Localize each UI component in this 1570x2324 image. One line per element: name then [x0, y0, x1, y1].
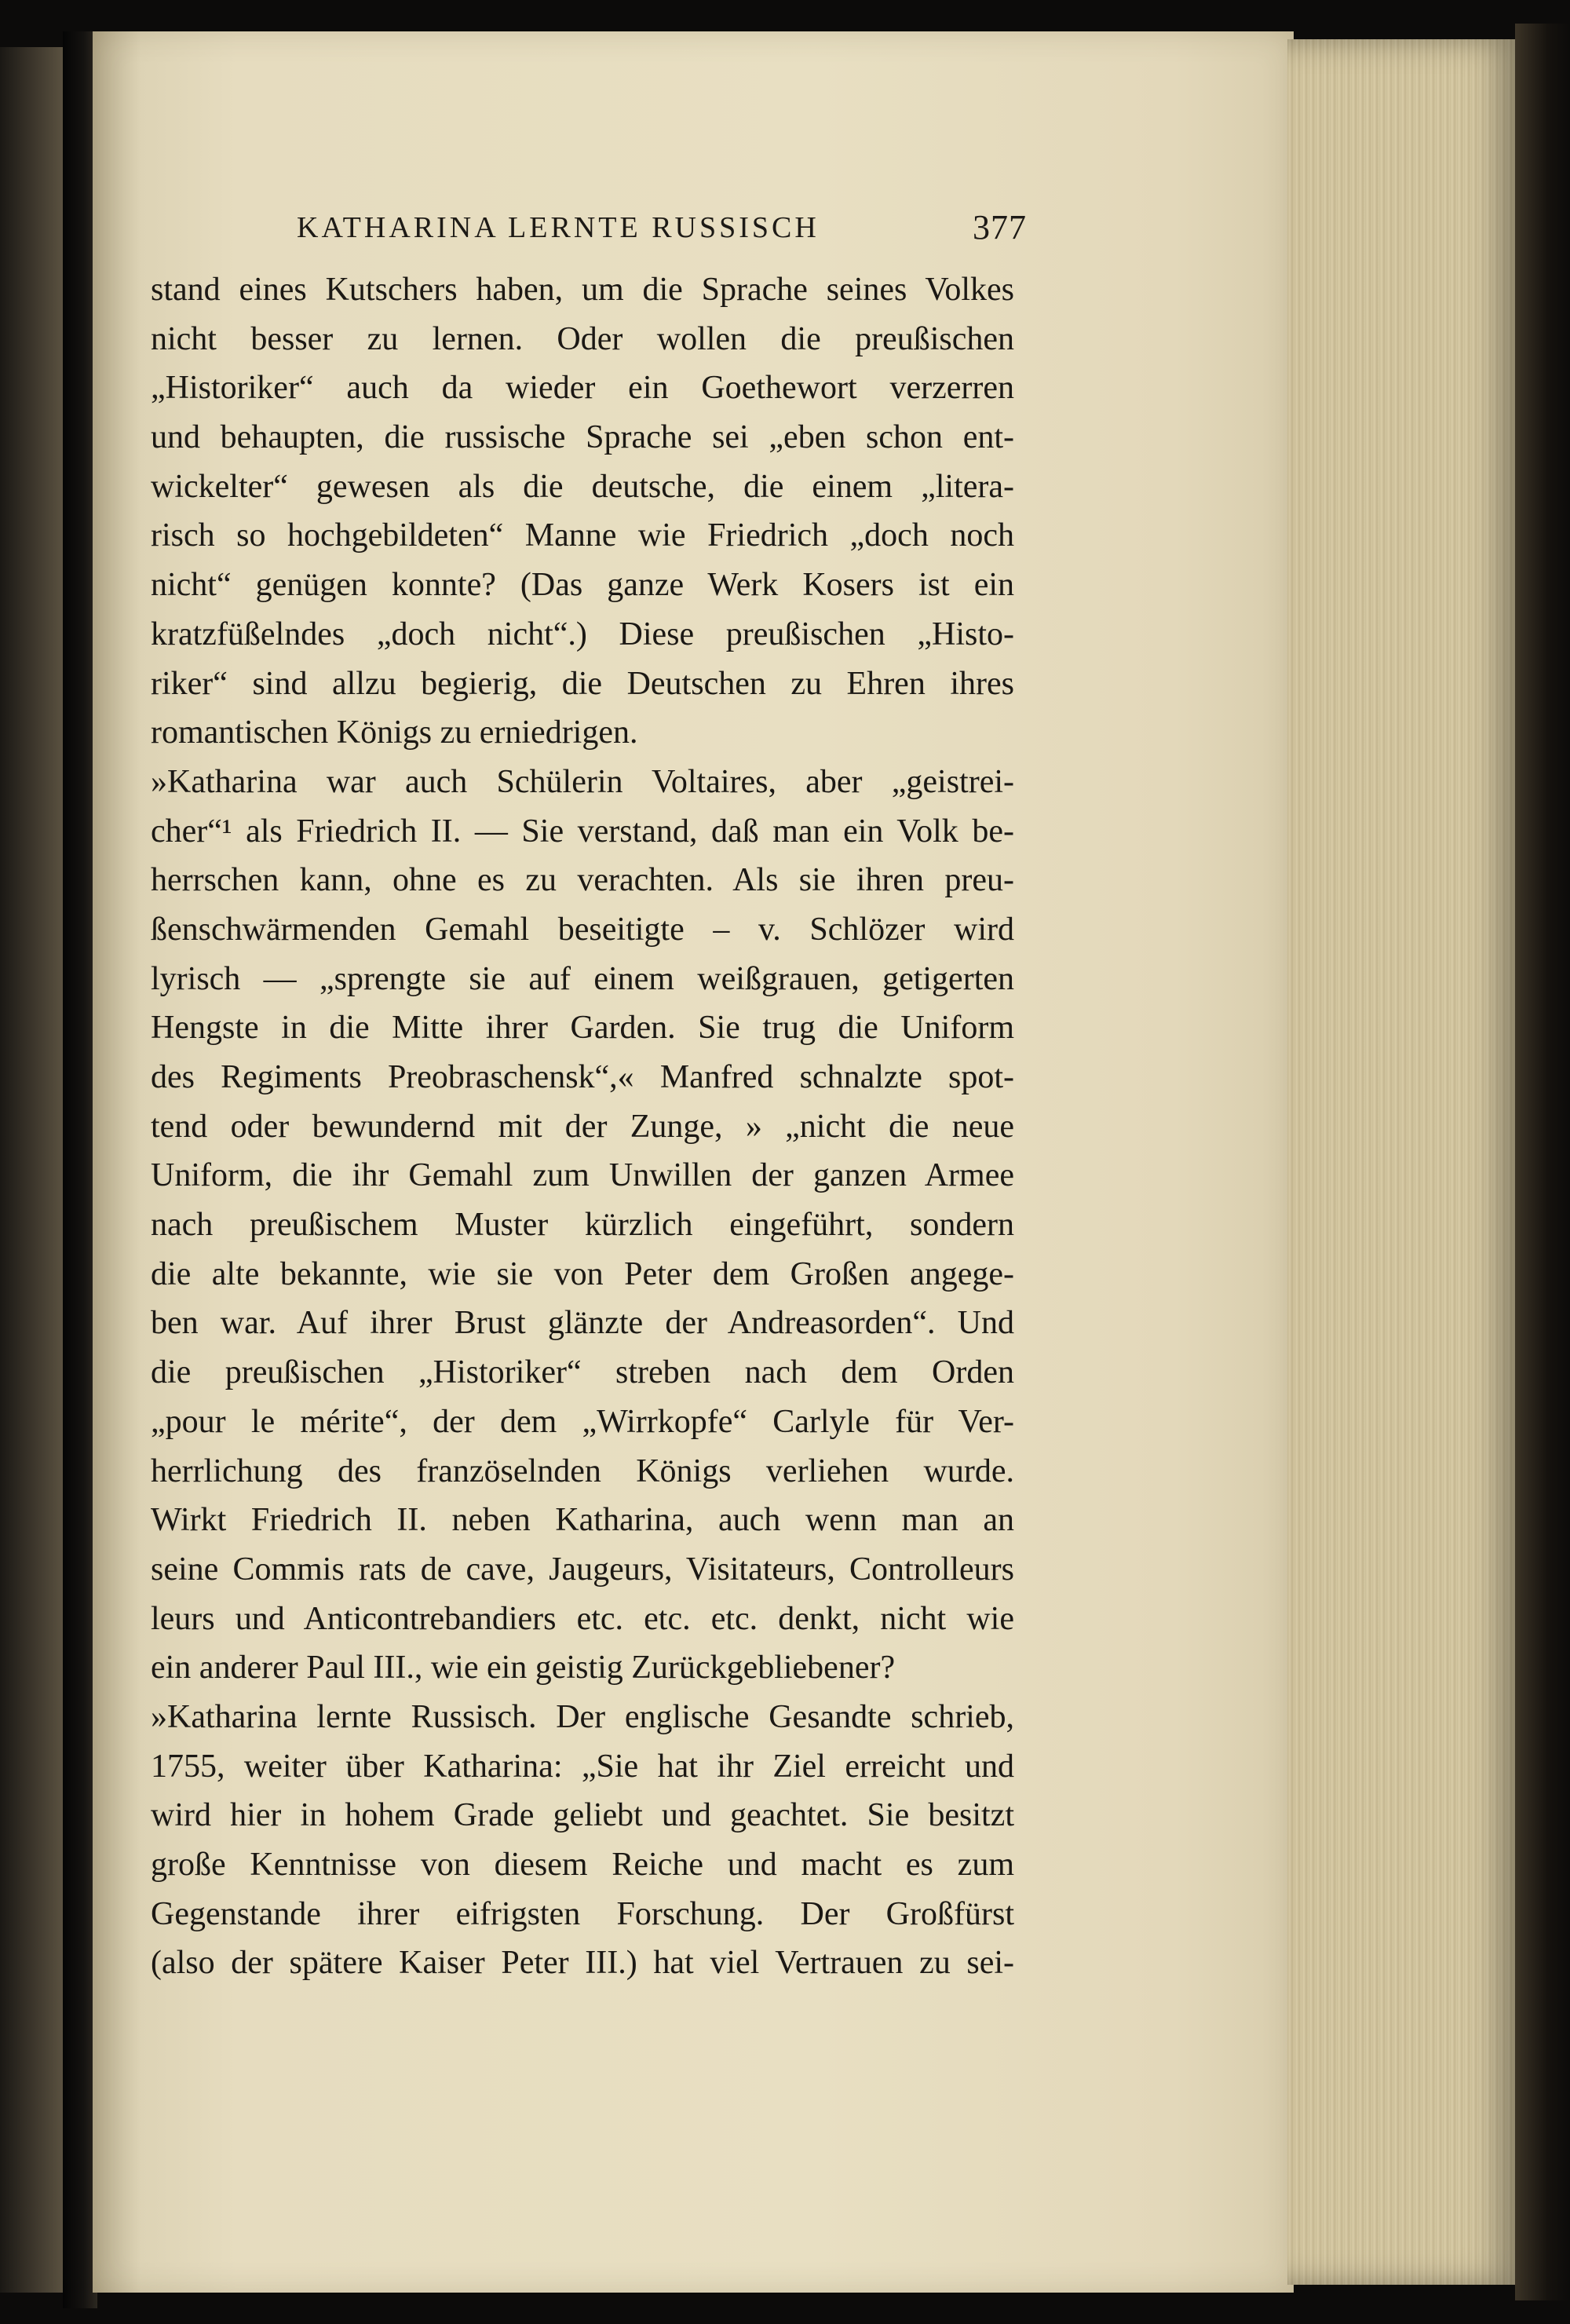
text-line: Uniform, die ihr Gemahl zum Unwillen der ganzen Armee — [151, 1157, 1014, 1194]
text-line: nicht besser zu lernen. Oder wollen die preußischen — [151, 320, 1014, 357]
book-edge-shadow — [1515, 24, 1570, 2300]
page-number: 377 — [973, 208, 1027, 247]
text-line: ein anderer Paul III., wie ein geistig Zurückgebliebener? — [151, 1650, 896, 1686]
text-line: seine Commis rats de cave, Jaugeurs, Visitateurs, Controlleurs — [151, 1551, 1014, 1588]
text-line: stand eines Kutschers haben, um die Sprache seines Volkes — [151, 272, 1014, 308]
text-line: »Katharina lernte Russisch. Der englische Gesandte schrieb, — [151, 1698, 1014, 1735]
text-line: cher“¹ als Friedrich II. — Sie verstand, daß man ein Volk be- — [151, 813, 1014, 850]
text-line: riker“ sind allzu begierig, die Deutschen zu Ehren ihres — [151, 665, 1014, 702]
body-text — [151, 265, 1014, 1988]
page-header — [297, 208, 1027, 258]
text-line: ben war. Auf ihrer Brust glänzte der Andreasorden“. Und — [151, 1305, 1014, 1342]
text-line: leurs und Anticontrebandiers etc. etc. etc. denkt, nicht wie — [151, 1600, 1014, 1637]
text-line: ßenschwärmenden Gemahl beseitigte – v. Schlözer wird — [151, 911, 1014, 948]
text-line: Gegenstande ihrer eifrigsten Forschung. Der Großfürst — [151, 1895, 1014, 1932]
text-line: herrlichung des französelnden Königs verliehen wurde. — [151, 1452, 1014, 1489]
text-line: lyrisch — „sprengte sie auf einem weißgrauen, getigerten — [151, 960, 1014, 997]
text-line: wird hier in hohem Grade geliebt und geachtet. Sie besitzt — [151, 1797, 1014, 1834]
text-line: risch so hochgebildeten“ Manne wie Friedrich „doch noch — [151, 517, 1014, 554]
text-line: und behaupten, die russische Sprache sei „eben schon ent- — [151, 419, 1014, 456]
text-line: die preußischen „Historiker“ streben nach dem Orden — [151, 1354, 1014, 1391]
text-line: (also der spätere Kaiser Peter III.) hat viel Vertrauen zu sei- — [151, 1945, 1014, 1982]
text-line: nach preußischem Muster kürzlich eingeführt, sondern — [151, 1207, 1014, 1244]
text-line: „pour le mérite“, der dem „Wirrkopfe“ Carlyle für Ver- — [151, 1403, 1014, 1440]
text-line: die alte bekannte, wie sie von Peter dem Großen angege- — [151, 1255, 1014, 1292]
text-line: nicht“ genügen konnte? (Das ganze Werk Kosers ist ein — [151, 567, 1014, 604]
text-line: „Historiker“ auch da wieder ein Goethewort verzerren — [151, 370, 1014, 407]
text-line: wickelter“ gewesen als die deutsche, die einem „litera- — [151, 468, 1014, 505]
text-line: große Kenntnisse von diesem Reiche und macht es zum — [151, 1847, 1014, 1883]
left-page-edge — [0, 47, 63, 2293]
page-block-edges — [1287, 39, 1523, 2285]
text-line: tend oder bewundernd mit der Zunge, » „nicht die neue — [151, 1108, 1014, 1145]
text-line: herrschen kann, ohne es zu verachten. Als sie ihren preu- — [151, 862, 1014, 899]
text-line: kratzfüßelndes „doch nicht“.) Diese preußischen „Histo- — [151, 616, 1014, 652]
text-line: »Katharina war auch Schülerin Voltaires, aber „geistrei- — [151, 763, 1014, 800]
text-line: romantischen Königs zu erniedrigen. — [151, 714, 638, 751]
text-line: Wirkt Friedrich II. neben Katharina, auch wenn man an — [151, 1502, 1014, 1539]
text-line: Hengste in die Mitte ihrer Garden. Sie trug die Uniform — [151, 1010, 1014, 1047]
text-line: 1755, weiter über Katharina: „Sie hat ihr Ziel erreicht und — [151, 1748, 1014, 1785]
text-line: des Regiments Preobraschensk“,« Manfred schnalzte spot- — [151, 1059, 1014, 1095]
running-head: KATHARINA LERNTE RUSSISCH — [297, 211, 820, 244]
